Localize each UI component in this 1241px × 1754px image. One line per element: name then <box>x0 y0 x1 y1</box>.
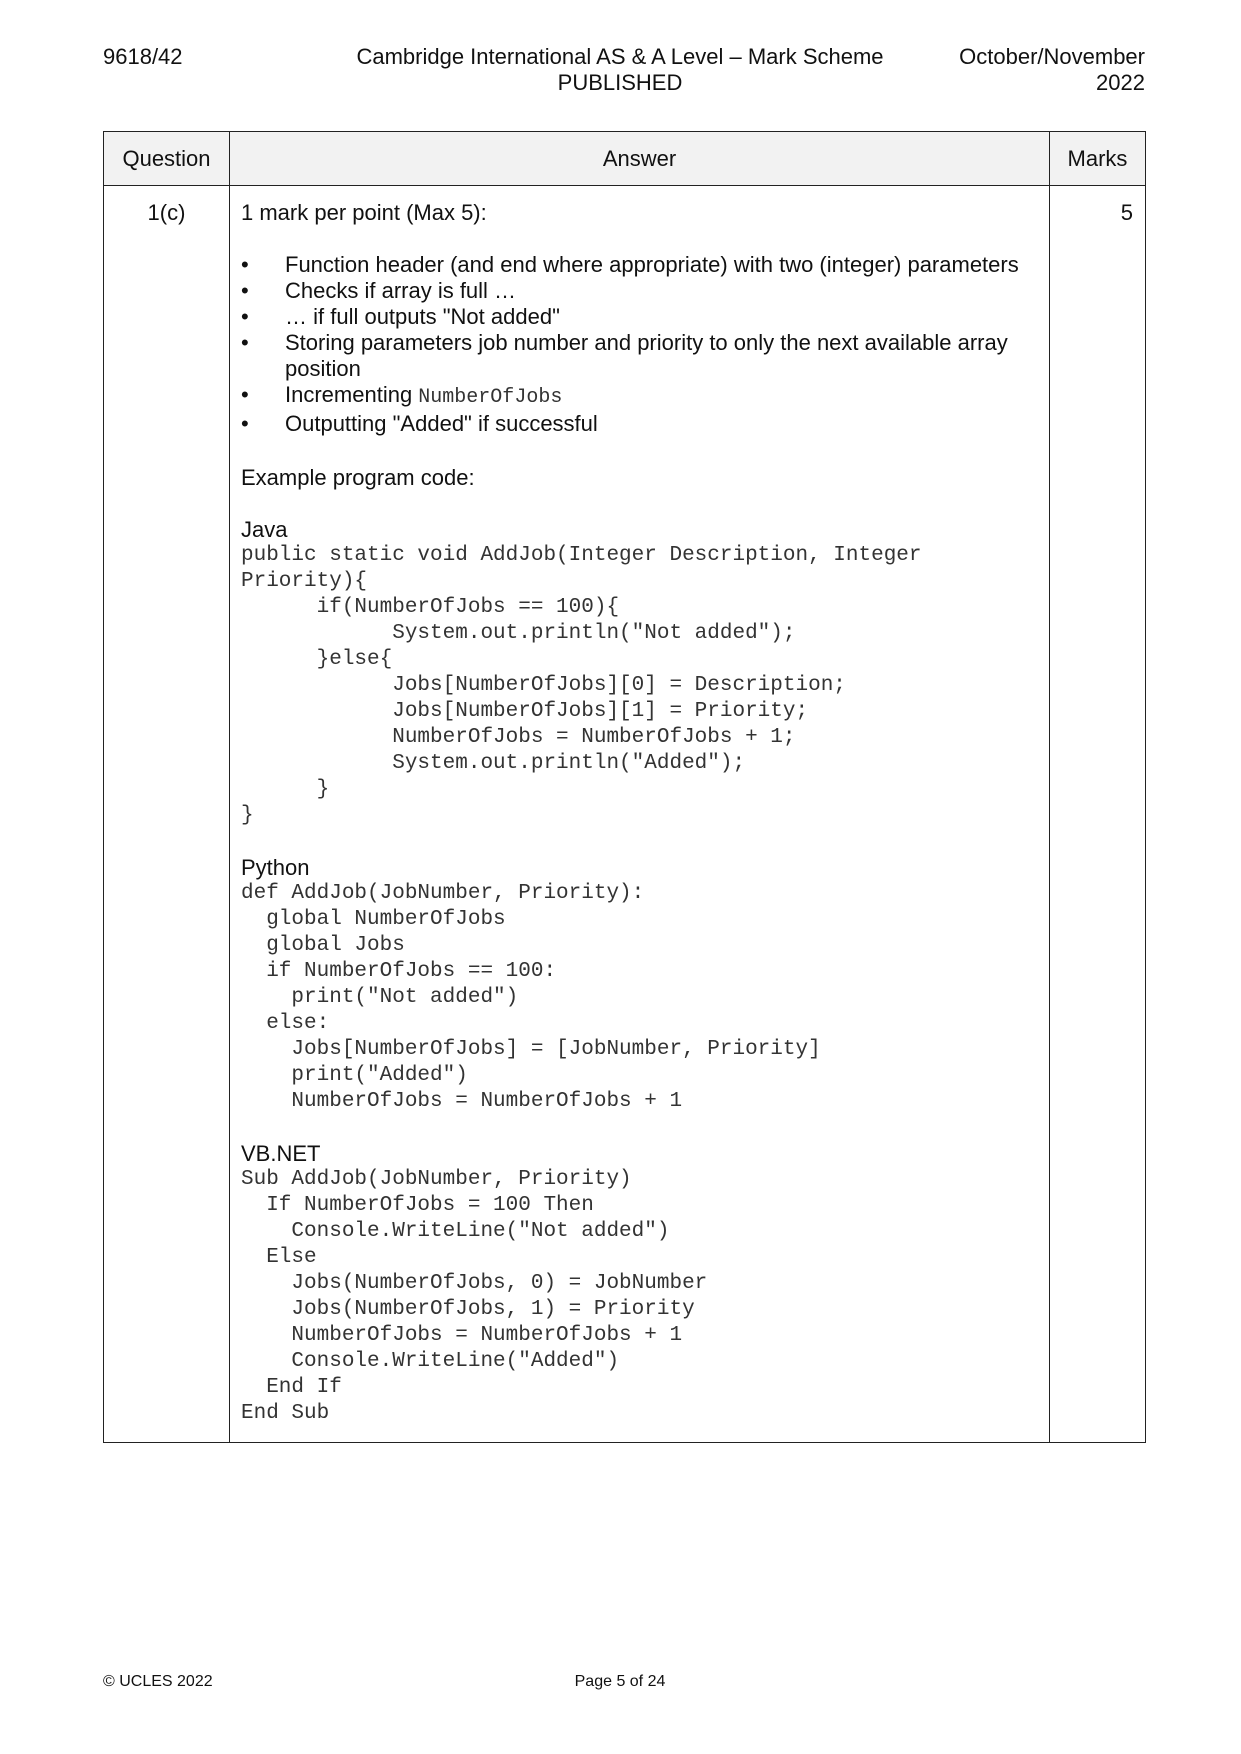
bullet-icon: • <box>241 252 249 277</box>
marking-points <box>241 252 1039 437</box>
exam-session-line2: 2022 <box>1096 70 1145 95</box>
marks-column-header: Marks <box>1050 132 1146 186</box>
example-code-label: Example program code: <box>241 465 475 490</box>
vbnet-label: VB.NET <box>241 1141 321 1166</box>
exam-session <box>920 44 1145 96</box>
marks-value: 5 <box>1050 186 1146 1443</box>
question-column-header: Question <box>104 132 230 186</box>
marking-point <box>241 382 1039 411</box>
page-number: Page 5 of 24 <box>574 1673 666 1690</box>
java-label: Java <box>241 517 288 542</box>
document-title-line1: Cambridge International AS & A Level – Mark Scheme <box>356 44 884 69</box>
bullet-icon: • <box>241 278 249 303</box>
python-label: Python <box>241 855 310 880</box>
bullet-icon: • <box>241 382 249 407</box>
paper-code: 9618/42 <box>103 44 183 69</box>
table-row <box>104 186 1146 1443</box>
exam-session-line1: October/November <box>959 44 1145 69</box>
bullet-icon: • <box>241 330 249 355</box>
marking-point <box>241 330 1039 382</box>
marking-point-text: Storing parameters job number and priority to only the next available array position <box>285 330 1008 381</box>
question-number: 1(c) <box>104 186 230 1443</box>
table-header-row <box>104 132 1146 186</box>
answer-cell <box>230 186 1050 1443</box>
vbnet-code: Sub AddJob(JobNumber, Priority) If NumberOfJobs = 100 Then Console.WriteLine("Not added") Else Jobs(NumberOfJobs, 0) = JobNumber Jobs(NumberOfJobs, 1) = Priority NumberOfJobs = NumberOfJobs + 1 Console.WriteLine("Added") End If End Sub <box>241 1168 708 1425</box>
mark-scheme-table <box>103 131 1146 1443</box>
marking-intro: 1 mark per point (Max 5): <box>241 200 487 225</box>
python-code: def AddJob(JobNumber, Priority): global NumberOfJobs global Jobs if NumberOfJobs == 100: print("Not added") else: Jobs[NumberOfJobs] = [JobNumber, Priority] print("Added") NumberOfJobs = NumberOfJobs + 1 <box>241 882 821 1113</box>
marking-point <box>241 411 1039 437</box>
bullet-icon: • <box>241 411 249 436</box>
inline-code: NumberOfJobs <box>418 386 563 409</box>
copyright: © UCLES 2022 <box>103 1673 213 1690</box>
marking-point-text: … if full outputs "Not added" <box>285 304 560 329</box>
marking-point-text: Checks if array is full … <box>285 278 517 303</box>
marking-point <box>241 252 1039 278</box>
java-code: public static void AddJob(Integer Description, Integer Priority){ if(NumberOfJobs == 100){ System.out.println("Not added"); }else{ Jobs[NumberOfJobs][0] = Description; Jobs[NumberOfJobs][1] = Priority; NumberOfJobs = NumberOfJobs + 1; System.out.println("Added"); } } <box>241 544 922 827</box>
document-title <box>300 44 940 96</box>
marking-point <box>241 304 1039 330</box>
answer-column-header: Answer <box>230 132 1050 186</box>
marking-point-text: Outputting "Added" if successful <box>285 411 598 436</box>
bullet-icon: • <box>241 304 249 329</box>
marking-point <box>241 278 1039 304</box>
document-title-line2: PUBLISHED <box>557 70 683 95</box>
marking-point-text: Incrementing <box>285 382 419 407</box>
marking-point-text: Function header (and end where appropriate) with two (integer) parameters <box>285 252 1019 277</box>
